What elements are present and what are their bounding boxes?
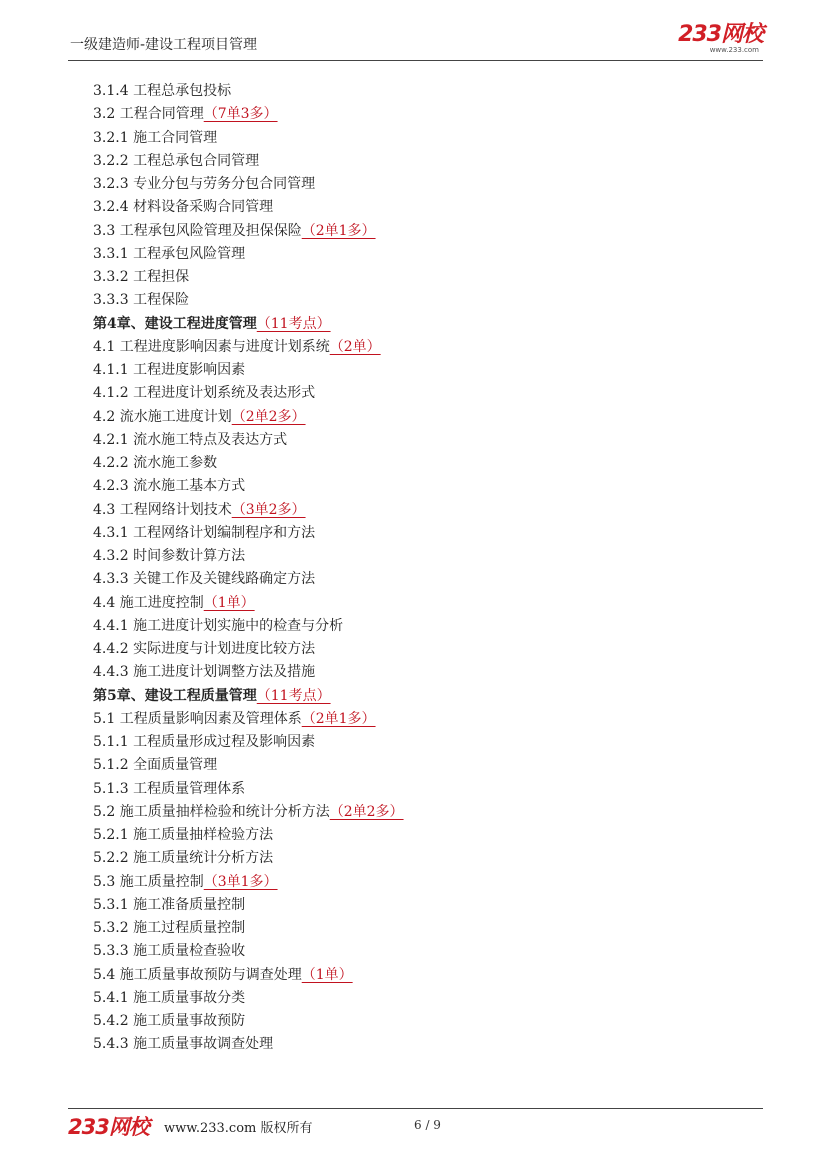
toc-entry — [93, 173, 404, 196]
toc-entry-text: 3.3.2 工程担保 — [93, 269, 190, 285]
toc-entry-question-count: （2单2多） — [231, 408, 306, 425]
toc-entry-text: 5.2.1 施工质量抽样检验方法 — [93, 827, 274, 843]
toc-entry-text: 4.3.3 关键工作及关键线路确定方法 — [93, 571, 316, 588]
toc-entry — [93, 754, 404, 777]
toc-entry-text: 4.3.2 时间参数计算方法 — [93, 548, 246, 564]
toc-entry — [93, 103, 404, 126]
logo-main-text: 233网校 — [678, 22, 763, 47]
toc-chapter-heading — [93, 685, 404, 708]
toc-entry-text: 5.4.1 施工质量事故分类 — [93, 989, 246, 1006]
table-of-contents — [93, 80, 404, 1057]
header-title: 一级建造师-建设工程项目管理 — [70, 37, 258, 53]
toc-entry — [93, 127, 404, 150]
toc-entry-text: 3.2.3 专业分包与劳务分包合同管理 — [93, 176, 316, 192]
footer-copyright: www.233.com 版权所有 — [164, 1121, 313, 1136]
toc-entry-question-count: （2单） — [329, 338, 381, 355]
toc-entry — [93, 894, 404, 917]
toc-entry-text: 5.2 施工质量抽样检验和统计分析方法 — [93, 803, 330, 820]
toc-entry — [93, 429, 404, 452]
toc-entry-text: 4.4.2 实际进度与计划进度比较方法 — [93, 641, 316, 657]
toc-entry-question-count: （11考点） — [256, 687, 331, 704]
toc-entry-question-count: （2单2多） — [329, 803, 404, 820]
toc-entry — [93, 987, 404, 1010]
toc-entry — [93, 452, 404, 475]
toc-entry-text: 5.1.3 工程质量管理体系 — [93, 780, 246, 797]
toc-entry-text: 4.2.1 流水施工特点及表达方式 — [93, 431, 288, 448]
toc-entry-question-count: （11考点） — [256, 315, 331, 332]
toc-entry-text: 3.3.1 工程承包风险管理 — [93, 245, 246, 262]
toc-entry-text: 5.2.2 施工质量统计分析方法 — [93, 850, 274, 867]
toc-entry-text: 4.2 流水施工进度计划 — [93, 408, 232, 425]
toc-entry — [93, 615, 404, 638]
toc-entry-question-count: （2单1多） — [301, 710, 376, 727]
toc-entry-question-count: （2单1多） — [301, 222, 376, 239]
toc-entry — [93, 1010, 404, 1033]
toc-entry — [93, 940, 404, 963]
toc-entry — [93, 196, 404, 219]
toc-entry — [93, 499, 404, 522]
toc-entry — [93, 708, 404, 731]
toc-entry-question-count: （1单） — [301, 966, 353, 983]
toc-entry — [93, 382, 404, 405]
toc-entry-text: 5.4 施工质量事故预防与调查处理 — [93, 966, 302, 983]
toc-entry — [93, 638, 404, 661]
toc-entry-text: 5.3.3 施工质量检查验收 — [93, 943, 246, 960]
toc-entry-text: 3.1.4 工程总承包投标 — [93, 83, 232, 99]
toc-entry — [93, 522, 404, 545]
toc-entry-text: 4.2.2 流水施工参数 — [93, 455, 218, 471]
toc-entry — [93, 359, 404, 382]
toc-entry-text: 第4章、建设工程进度管理 — [93, 315, 257, 332]
brand-logo — [678, 24, 763, 54]
toc-entry — [93, 568, 404, 591]
page-number: 6 / 9 — [414, 1118, 441, 1132]
toc-entry-text: 4.3.1 工程网络计划编制程序和方法 — [93, 524, 316, 541]
toc-entry — [93, 592, 404, 615]
toc-entry — [93, 661, 404, 684]
toc-entry — [93, 80, 404, 103]
toc-entry-text: 3.2.2 工程总承包合同管理 — [93, 152, 260, 169]
toc-entry-text: 4.1.2 工程进度计划系统及表达形式 — [93, 385, 316, 402]
toc-entry-text: 5.4.2 施工质量事故预防 — [93, 1013, 246, 1029]
toc-entry — [93, 545, 404, 568]
toc-entry — [93, 289, 404, 312]
toc-entry — [93, 731, 404, 754]
toc-entry-question-count: （7单3多） — [203, 106, 278, 123]
toc-entry-text: 4.1 工程进度影响因素与进度计划系统 — [93, 338, 330, 355]
toc-entry-text: 5.1.2 全面质量管理 — [93, 757, 218, 774]
toc-entry-text: 第5章、建设工程质量管理 — [93, 687, 257, 704]
toc-entry — [93, 801, 404, 824]
toc-entry — [93, 266, 404, 289]
page-header — [68, 22, 763, 61]
toc-entry — [93, 778, 404, 801]
toc-entry — [93, 847, 404, 870]
toc-entry-text: 4.4 施工进度控制 — [93, 594, 204, 611]
toc-entry — [93, 475, 404, 498]
toc-entry-text: 3.2.4 材料设备采购合同管理 — [93, 199, 274, 216]
toc-entry-text: 3.3.3 工程保险 — [93, 292, 190, 309]
toc-entry — [93, 336, 404, 359]
toc-entry-text: 4.2.3 流水施工基本方式 — [93, 478, 246, 495]
toc-entry — [93, 824, 404, 847]
toc-entry — [93, 220, 404, 243]
toc-entry-text: 4.4.3 施工进度计划调整方法及措施 — [93, 664, 316, 681]
toc-chapter-heading — [93, 313, 404, 336]
toc-entry — [93, 1033, 404, 1056]
toc-entry-text: 5.3.1 施工准备质量控制 — [93, 896, 246, 913]
toc-entry-question-count: （3单2多） — [231, 501, 306, 518]
toc-entry-question-count: （1单） — [203, 594, 255, 611]
toc-entry-text: 5.3 施工质量控制 — [93, 873, 204, 890]
toc-entry — [93, 964, 404, 987]
toc-entry-text: 3.2.1 施工合同管理 — [93, 129, 218, 146]
toc-entry-text: 3.2 工程合同管理 — [93, 106, 204, 123]
toc-entry — [93, 150, 404, 173]
toc-entry — [93, 871, 404, 894]
toc-entry — [93, 406, 404, 429]
toc-entry-text: 4.4.1 施工进度计划实施中的检查与分析 — [93, 617, 344, 634]
toc-entry-text: 5.1.1 工程质量形成过程及影响因素 — [93, 734, 316, 750]
logo-subtext: www.233.com — [709, 46, 759, 54]
toc-entry — [93, 917, 404, 940]
toc-entry-text: 5.4.3 施工质量事故调查处理 — [93, 1036, 274, 1053]
toc-entry-text: 3.3 工程承包风险管理及担保保险 — [93, 222, 302, 239]
toc-entry-text: 4.1.1 工程进度影响因素 — [93, 362, 246, 378]
toc-entry-question-count: （3单1多） — [203, 873, 278, 890]
toc-entry-text: 4.3 工程网络计划技术 — [93, 501, 232, 518]
toc-entry-text: 5.1 工程质量影响因素及管理体系 — [93, 710, 302, 727]
page-footer — [68, 1108, 763, 1139]
toc-entry-text: 5.3.2 施工过程质量控制 — [93, 920, 246, 936]
toc-entry — [93, 243, 404, 266]
footer-logo: 233网校 — [68, 1115, 149, 1139]
